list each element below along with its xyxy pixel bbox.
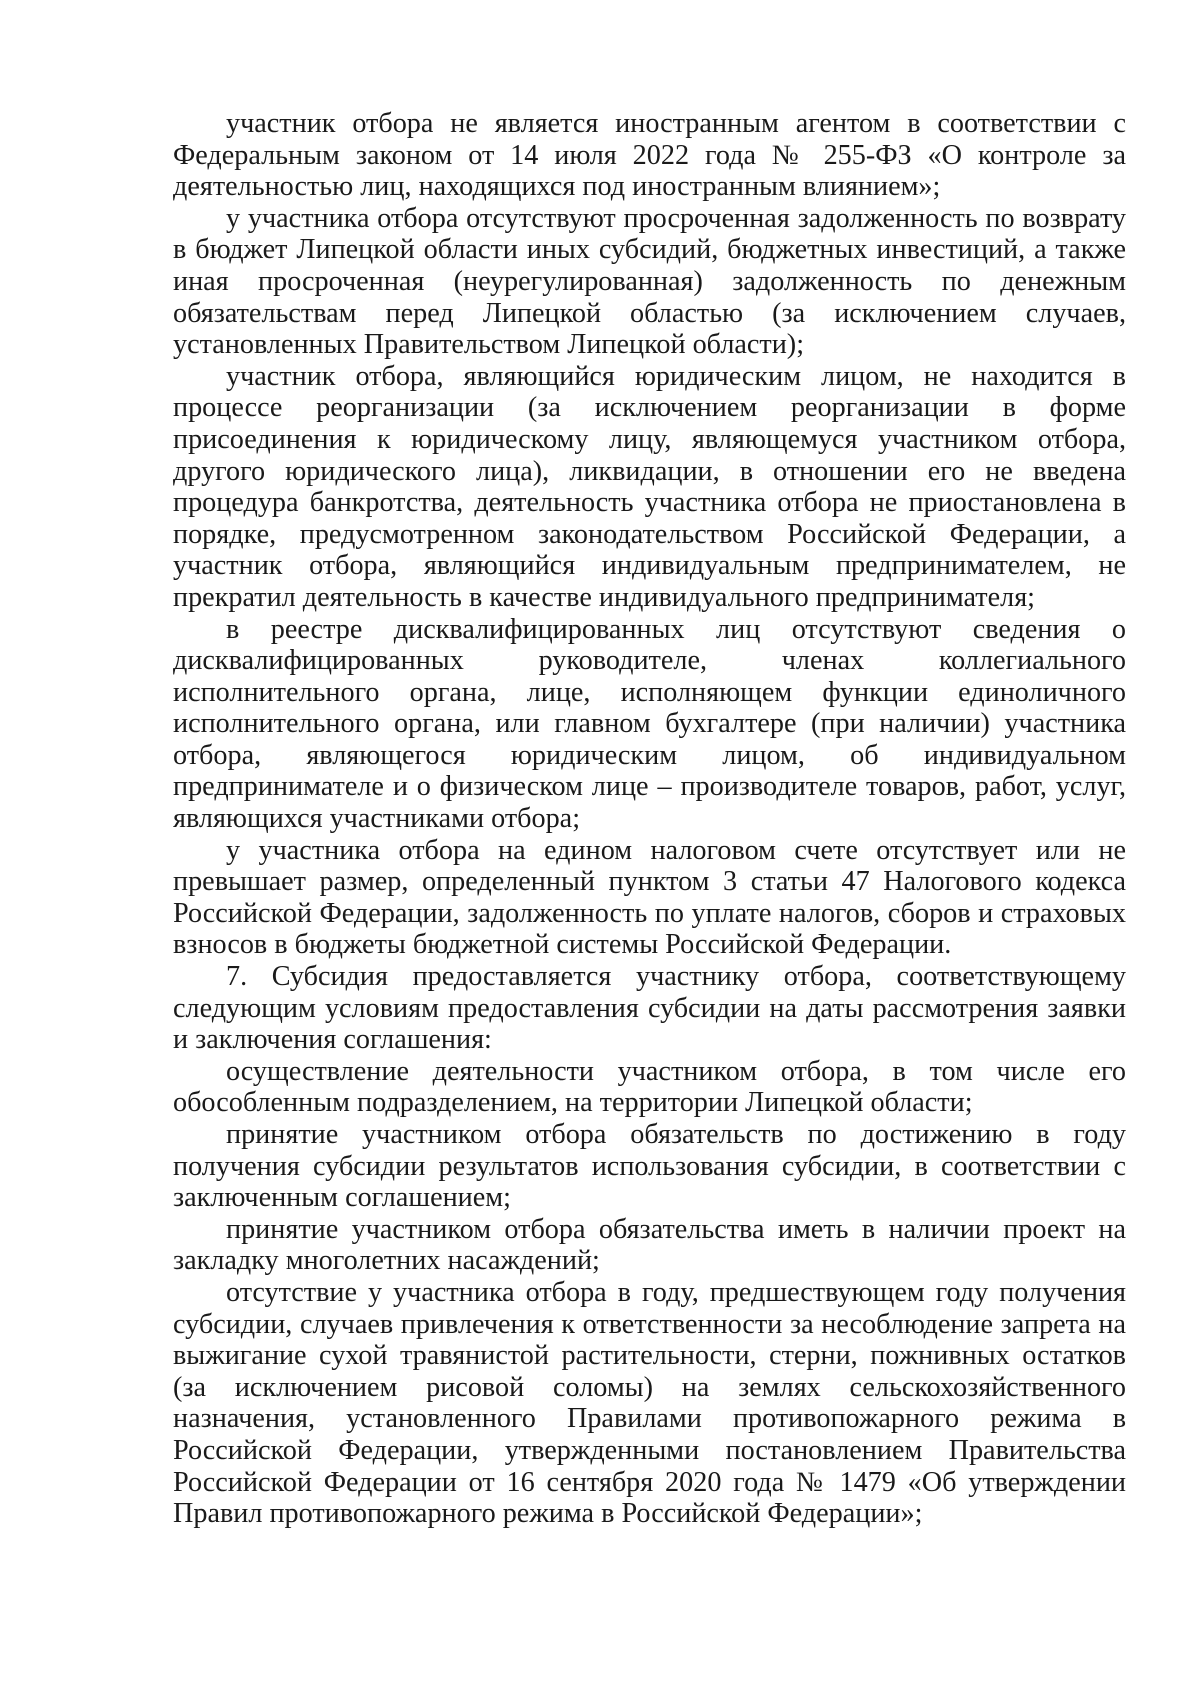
paragraph-fire-regulations: отсутствие у участника отбора в году, предшествующем году получения субсидии, случаев привлечения к ответственности за несоблюдение запрета на выжигание сухой травянистой растительности, стерни, пожнивных остатков (за исключением рисовой соломы) на землях сельскохозяйственного назначения, установленного Правилами противопожарного режима в Российской Федерации, утвержденными постановлением Правительства Российской Федерации от 16 сентября 2020 года № 1479 «Об утверждении Правил противопожарного режима в Российской Федерации»; — [173, 1276, 1126, 1530]
paragraph-planting-project: принятие участником отбора обязательства иметь в наличии проект на закладку многолетних насаждений; — [173, 1213, 1126, 1277]
paragraph-tax-account: у участника отбора на едином налоговом счете отсутствует или не превышает размер, определенный пунктом 3 статьи 47 Налогового кодекса Российской Федерации, задолженность по уплате налогов, сборов и страховых взносов в бюджеты бюджетной системы Российской Федерации. — [173, 834, 1126, 961]
paragraph-foreign-agent: участник отбора не является иностранным агентом в соответствии с Федеральным законом от 14 июля 2022 года № 255-ФЗ «О контроле за деятельностью лиц, находящихся под иностранным влиянием»; — [173, 108, 1126, 203]
paragraph-no-reorganization: участник отбора, являющийся юридическим лицом, не находится в процессе реорганизации (за исключением реорганизации в форме присоединения к юридическому лицу, являющемуся участником отбора, другого юридического лица), ликвидации, в отношении его не введена процедура банкротства, деятельность участника отбора не приостановлена в порядке, предусмотренном законодательством Российской Федерации, а участник отбора, являющийся индивидуальным предпринимателем, не прекратил деятельность в качестве индивидуального предпринимателя; — [173, 360, 1126, 613]
paragraph-results-obligation: принятие участником отбора обязательств по достижению в году получения субсидии результатов использования субсидии, в соответствии с заключенным соглашением; — [173, 1119, 1126, 1214]
paragraph-no-overdue-debt: у участника отбора отсутствуют просроченная задолженность по возврату в бюджет Липецкой области иных субсидий, бюджетных инвестиций, а также иная просроченная (неурегулированная) задолженность по денежным обязательствам перед Липецкой областью (за исключением случаев, установленных Правительством Липецкой области); — [173, 202, 1126, 361]
document-body — [173, 108, 1126, 1530]
paragraph-disqualified-persons: в реестре дисквалифицированных лиц отсутствуют сведения о дисквалифицированных руководителе, членах коллегиального исполнительного органа, лице, исполняющем функции единоличного исполнительного органа, или главном бухгалтере (при наличии) участника отбора, являющегося юридическим лицом, об индивидуальном предпринимателе и о физическом лице – производителе товаров, работ, услуг, являющихся участниками отбора; — [173, 613, 1126, 835]
paragraph-section-7: 7. Субсидия предоставляется участнику отбора, соответствующему следующим условиям предоставления субсидии на даты рассмотрения заявки и заключения соглашения: — [173, 961, 1126, 1056]
paragraph-territory: осуществление деятельности участником отбора, в том числе его обособленным подразделением, на территории Липецкой области; — [173, 1055, 1126, 1119]
